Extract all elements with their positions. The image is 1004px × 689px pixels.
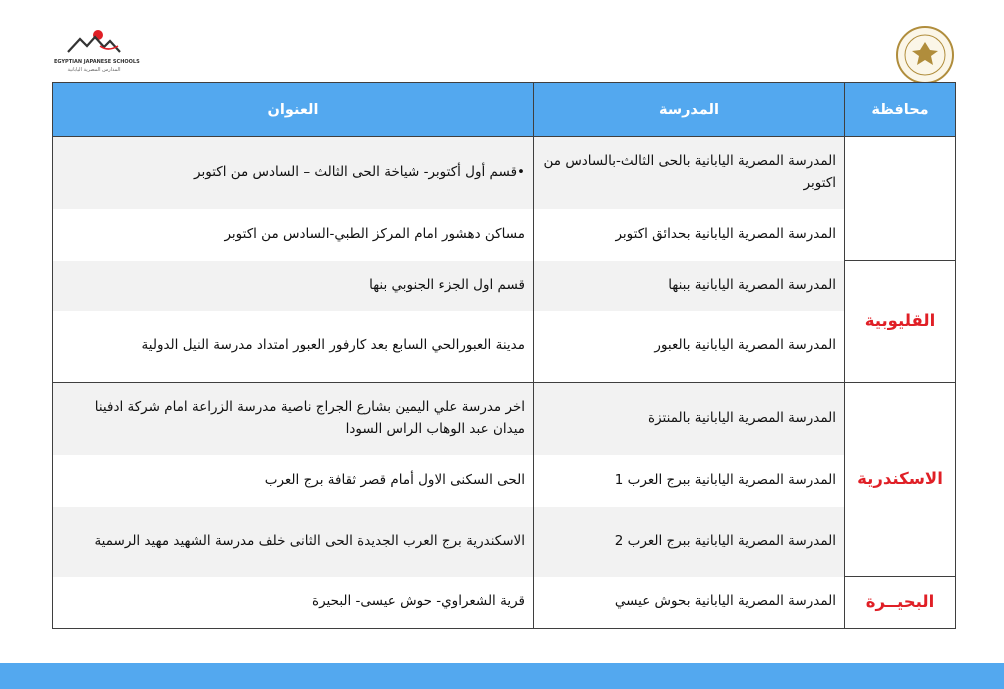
header-address: العنوان — [53, 83, 534, 137]
table-row — [53, 507, 956, 577]
table-row — [53, 311, 956, 383]
header-governorate: محافظة — [845, 83, 956, 137]
table-row — [53, 137, 956, 209]
logo-caption-arabic: المدارس المصرية اليابانية — [67, 67, 121, 73]
table-row — [53, 383, 956, 455]
address-cell: مدينة العبورالحي السابع بعد كارفور العبور امتداد مدرسة النيل الدولية — [53, 311, 534, 383]
table-row — [53, 577, 956, 629]
address-cell: قرية الشعراوي- حوش عيسى- البحيرة — [53, 577, 534, 629]
school-cell: المدرسة المصرية اليابانية بالحى الثالث-بالسادس من اكتوبر — [534, 137, 845, 209]
header-school: المدرسة — [534, 83, 845, 137]
eagle-seal-icon — [895, 25, 955, 85]
governorate-qalyubia: القليوبية — [845, 261, 956, 383]
table-row — [53, 261, 956, 311]
table-row — [53, 455, 956, 507]
footer-bar — [0, 663, 1004, 689]
school-cell: المدرسة المصرية اليابانية ببرج العرب 1 — [534, 455, 845, 507]
school-cell: المدرسة المصرية اليابانية بحدائق اكتوبر — [534, 209, 845, 261]
governorate-cell-empty — [845, 137, 956, 261]
address-cell: الحى السكنى الاول أمام قصر ثقافة برج العرب — [53, 455, 534, 507]
schools-table — [52, 82, 956, 629]
table-row — [53, 209, 956, 261]
address-cell: قسم اول الجزء الجنوبي بنها — [53, 261, 534, 311]
school-cell: المدرسة المصرية اليابانية بحوش عيسي — [534, 577, 845, 629]
governorate-alexandria: الاسكندرية — [845, 383, 956, 577]
school-cell: المدرسة المصرية اليابانية بالعبور — [534, 311, 845, 383]
ministry-seal — [895, 25, 955, 85]
address-cell: اخر مدرسة علي اليمين بشارع الجراج ناصية مدرسة الزراعة امام شركة ادفينا ميدان عبد الوهاب الراس السودا — [53, 383, 534, 455]
egyptian-japanese-schools-logo — [54, 22, 140, 78]
logo-mark-icon — [54, 22, 134, 58]
logo-caption-english: EGYPTIAN JAPANESE SCHOOLS — [54, 59, 140, 65]
address-cell: مساكن دهشور امام المركز الطبي-السادس من اكتوبر — [53, 209, 534, 261]
address-cell: الاسكندرية برج العرب الجديدة الحى الثانى خلف مدرسة الشهيد مهيد الرسمية — [53, 507, 534, 577]
school-cell: المدرسة المصرية اليابانية بالمنتزة — [534, 383, 845, 455]
governorate-beheira: البحيــرة — [845, 577, 956, 629]
address-cell: •قسم أول أكتوبر- شياخة الحى الثالث – السادس من اكتوبر — [53, 137, 534, 209]
school-cell: المدرسة المصرية اليابانية ببرج العرب 2 — [534, 507, 845, 577]
school-cell: المدرسة المصرية اليابانية ببنها — [534, 261, 845, 311]
